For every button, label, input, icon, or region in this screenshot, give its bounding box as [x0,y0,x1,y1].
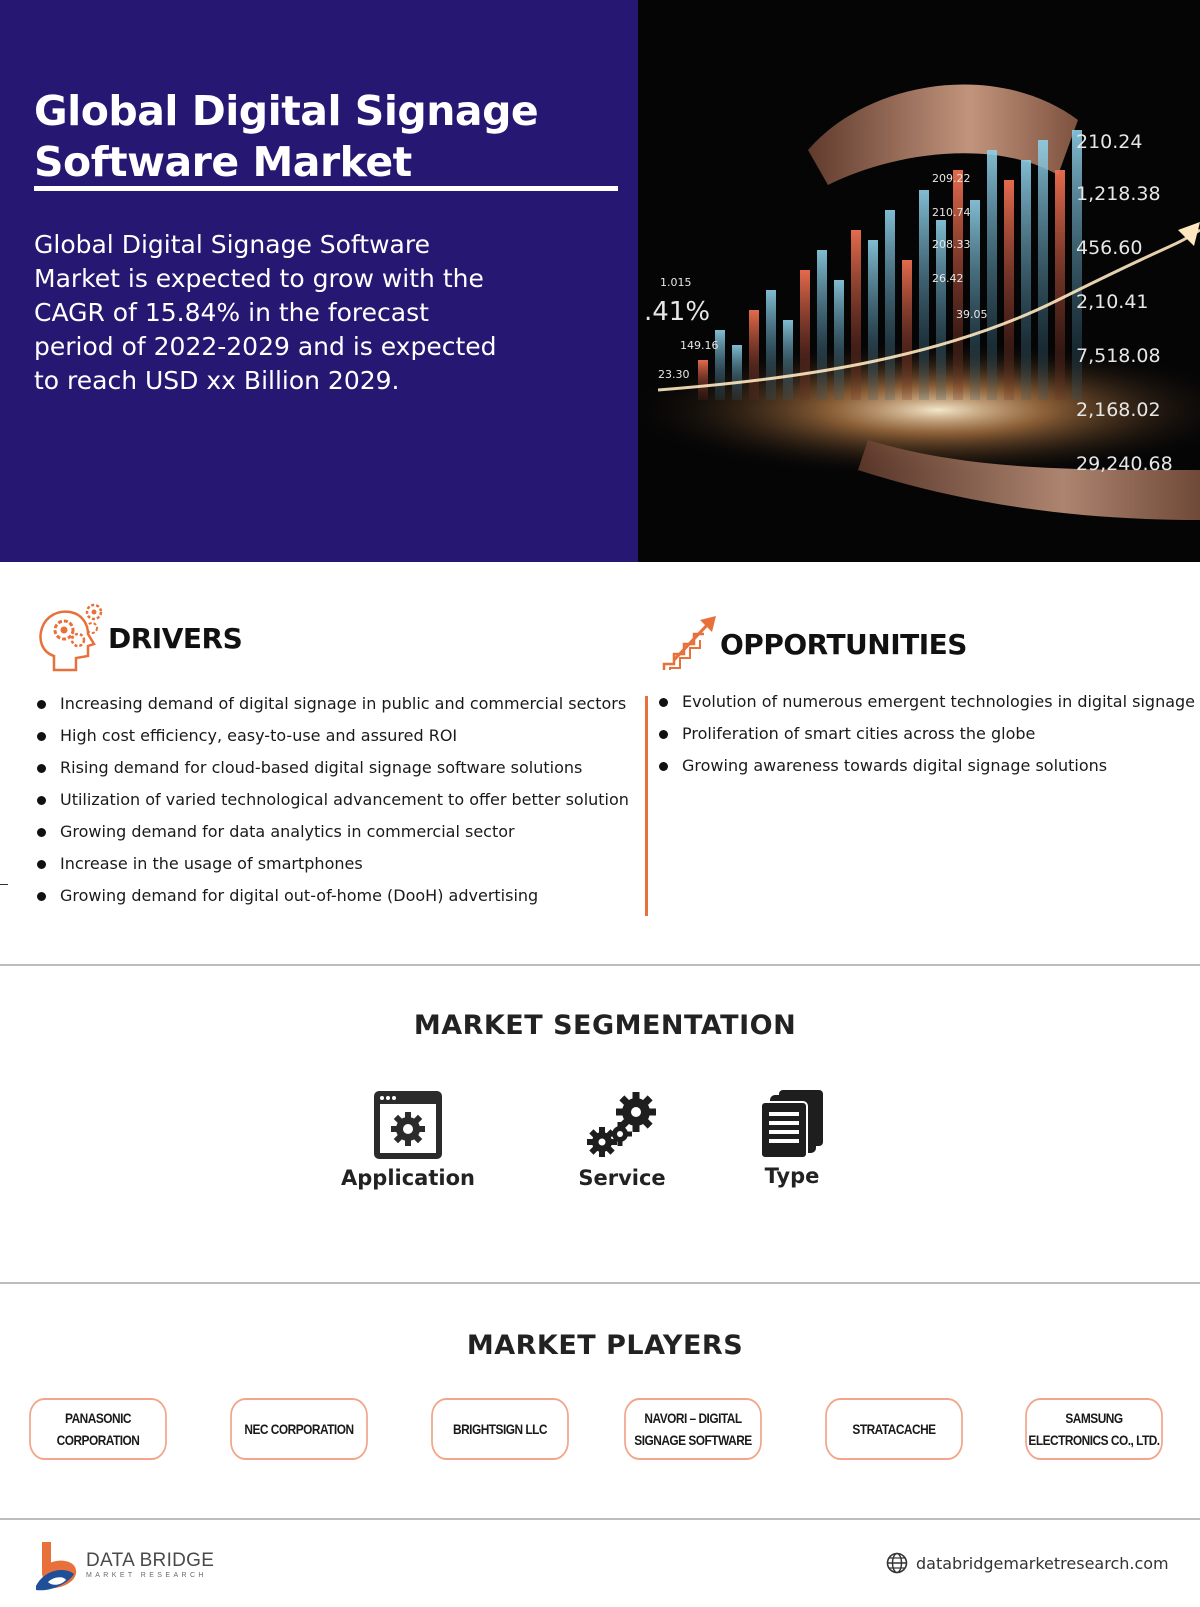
documents-icon [757,1088,827,1160]
image-number: 210.24 [1076,131,1143,153]
segment-application [330,1088,486,1190]
image-bar [987,150,997,400]
player-name: BRIGHTSIGN LLC [452,1421,548,1437]
bullet-icon [659,698,668,707]
bullet-icon [659,730,668,739]
player-badge [624,1398,762,1460]
opportunities-list [656,686,1195,782]
section-divider [0,1518,1200,1520]
player-name: STRATACACHE [852,1421,936,1437]
segment-label: Service [578,1166,666,1190]
bullet-icon [37,764,46,773]
opportunity-text: Evolution of numerous emergent technologies in digital signage [682,692,1196,711]
website-link[interactable] [886,1552,1169,1574]
image-bar [749,310,759,400]
player-name: ELECTRONICS CO., LTD. [1028,1432,1160,1448]
hero-banner [0,0,1200,562]
driver-text: Growing demand for data analytics in commercial sector [60,822,515,841]
section-divider [0,964,1200,966]
image-bar [970,200,980,400]
player-badge [230,1398,368,1460]
image-bar [885,210,895,400]
image-bar [732,345,742,400]
bullet-icon [37,732,46,741]
hero-image [638,0,1200,562]
segment-label: Type [764,1164,820,1188]
app-window-gear-icon [371,1088,445,1162]
list-item [34,688,629,720]
player-name: SAMSUNG [1065,1410,1123,1426]
opportunities-heading [660,614,967,674]
bullet-icon [37,796,46,805]
image-bar [953,170,963,400]
drivers-list [34,688,629,912]
opportunity-text: Growing awareness towards digital signage solutions [682,756,1108,775]
opportunity-text: Proliferation of smart cities across the globe [682,724,1036,743]
player-badge [431,1398,569,1460]
player-name: NEC CORPORATION [244,1421,354,1437]
list-item [656,686,1195,718]
bullet-icon [659,762,668,771]
image-bar [902,260,912,400]
segment-type [742,1088,842,1188]
drivers-heading [32,600,242,676]
segmentation-heading: MARKET SEGMENTATION [413,1010,797,1041]
bullet-icon [37,860,46,869]
section-divider [0,1282,1200,1284]
list-item [34,784,629,816]
bullet-icon [37,892,46,901]
image-number: 2,10.41 [1076,291,1149,313]
image-number: 149.16 [680,339,719,352]
driver-text: Rising demand for cloud-based digital signage software solutions [60,758,583,777]
logo-subtitle: MARKET RESEARCH [86,1572,207,1579]
image-percent: .41% [644,297,711,327]
image-number: 23.30 [658,368,690,381]
bar-cluster [698,130,1082,400]
financial-chart-photo [638,0,1200,562]
player-badge [29,1398,167,1460]
list-item [34,848,629,880]
image-bar [1021,160,1031,400]
list-item [34,720,629,752]
image-number: 2,168.02 [1076,399,1161,421]
list-item [656,750,1195,782]
image-bar [1038,140,1048,400]
opportunities-label: OPPORTUNITIES [720,627,967,661]
divider [0,884,8,885]
list-item [34,880,629,912]
drivers-label: DRIVERS [108,621,243,655]
list-item [34,752,629,784]
player-name: PANASONIC CORPORATION [56,1410,140,1448]
image-bar [800,270,810,400]
list-item [34,816,629,848]
image-number: 39.05 [956,308,988,321]
image-number: 1.015 [660,276,692,289]
player-name: SIGNAGE SOFTWARE [634,1432,752,1448]
logo-title: DATA BRIDGE [86,1550,215,1571]
driver-text: Increasing demand of digital signage in public and commercial sectors [60,694,627,713]
driver-text: High cost efficiency, easy-to-use and assured ROI [60,726,458,745]
image-bar [783,320,793,400]
website-url[interactable]: databridgemarketresearch.com [916,1553,1169,1573]
image-number: 29,240.68 [1076,453,1173,475]
bullet-icon [37,700,46,709]
image-bar [1055,170,1065,400]
rising-stairs-arrow-icon [660,614,720,674]
image-number: 456.60 [1076,237,1143,259]
bullet-icon [37,828,46,837]
image-bar [766,290,776,400]
image-number: 1,218.38 [1076,183,1161,205]
image-number: 208.33 [932,238,971,251]
title-underline [34,186,618,191]
image-bar [698,360,708,400]
driver-text: Growing demand for digital out-of-home (DooH) advertising [60,886,539,905]
image-bar [868,240,878,400]
company-logo [34,1540,214,1592]
segment-label: Application [341,1166,475,1190]
data-bridge-logo-icon [34,1540,82,1592]
player-badge [825,1398,963,1460]
segment-service [562,1090,682,1190]
list-item [656,718,1195,750]
driver-text: Utilization of varied technological advancement to offer better solution [60,790,629,809]
globe-icon [886,1552,908,1574]
gears-icon [582,1090,662,1162]
players-heading: MARKET PLAYERS [466,1330,744,1361]
image-number: 209.22 [932,172,971,185]
image-bar [817,250,827,400]
image-bar [834,280,844,400]
head-gears-icon [32,600,108,676]
image-bar [919,190,929,400]
driver-text: Increase in the usage of smartphones [60,854,363,873]
image-number: 26.42 [932,272,964,285]
player-name: NAVORI – DIGITAL [644,1410,742,1426]
image-number: 210.74 [932,206,971,219]
page-title: Global Digital Signage Software Market [34,87,539,186]
hero-description: Global Digital Signage Software Market is expected to grow with the CAGR of 15.84% in the forecast period of 2022-2029 and is expected to reach USD xx Billion 2029. [34,230,497,395]
image-bar [1004,180,1014,400]
image-bar [851,230,861,400]
player-badge [1025,1398,1163,1460]
hero-text-panel [0,0,638,562]
column-divider [645,696,648,916]
image-number: 7,518.08 [1076,345,1161,367]
